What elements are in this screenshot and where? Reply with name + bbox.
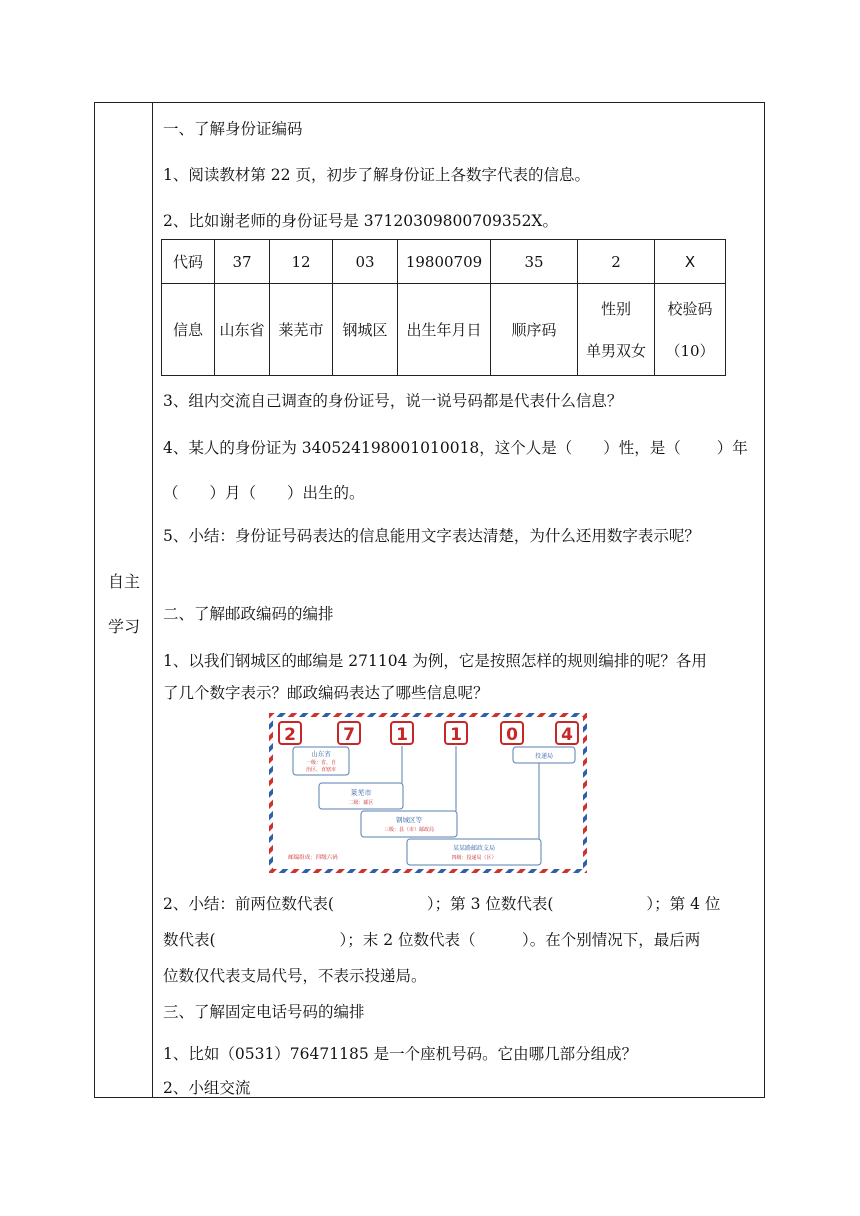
id-info-row (162, 284, 726, 376)
side-column (95, 103, 153, 1097)
side-label-1: 自主 (107, 572, 140, 591)
label-province: 山东省 (311, 750, 331, 758)
gender-cell (578, 284, 655, 376)
section2-title: 二、了解邮政编码的编排 (163, 605, 334, 623)
code-cell: 19800709 (398, 240, 491, 284)
label-city-sub: 二级：邮区 (348, 800, 374, 806)
label-branch: 某某路邮政支局 (452, 845, 496, 852)
code-cell: 12 (270, 240, 333, 284)
label-delivery: 投递局 (534, 753, 554, 760)
section2-q2-line3: 位数仅代表支局代号，不表示投递局。 (163, 967, 427, 985)
label-branch-sub: 四级：投递局（区） (451, 855, 497, 861)
code-cell: 35 (491, 240, 578, 284)
info-cell: 莱芜市 (270, 284, 333, 376)
check-value: （10） (665, 341, 715, 360)
label-city: 莱芜市 (350, 789, 372, 797)
gender-label: 性别 (600, 299, 631, 318)
info-header: 信息 (162, 284, 215, 376)
section3-q2: 2、小组交流 (163, 1079, 251, 1097)
info-cell: 山东省 (215, 284, 270, 376)
section2-q1-line1: 1、以我们钢城区的邮编是 271104 为例，它是按照怎样的规则编排的呢？各用 (163, 652, 707, 670)
worksheet-table (94, 102, 765, 1098)
digit: 1 (396, 725, 408, 745)
code-cell: 37 (215, 240, 270, 284)
code-cell: X (655, 240, 726, 284)
code-header: 代码 (162, 240, 215, 284)
info-cell: 出生年月日 (398, 284, 491, 376)
section2-q1-line2: 了几个数字表示？邮政编码表达了哪些信息呢？ (163, 684, 489, 702)
section2-q2-line2: 数代表( ）；末 2 位数代表（ ）。在个别情况下，最后两 (163, 931, 701, 949)
digit: 0 (506, 725, 518, 745)
label-province-sub2: 治区、直辖市 (305, 767, 337, 773)
digit: 1 (450, 725, 462, 745)
section1-q3: 3、组内交流自己调查的身份证号，说一说号码都是代表什么信息？ (163, 392, 623, 410)
envelope-footer: 邮编组成：四级六码 (288, 855, 338, 861)
info-cell: 顺序码 (491, 284, 578, 376)
label-district: 钢城区等 (396, 816, 422, 824)
section1-q4-line1: 4、某人的身份证为 340524198001010018，这个人是（ ）性，是（ ）年 (163, 439, 748, 457)
id-code-row (162, 240, 726, 284)
section1-title: 一、了解身份证编码 (163, 120, 303, 138)
label-district-sub: 三级：县（市）邮政局 (383, 827, 435, 833)
check-cell (655, 284, 726, 376)
check-label: 校验码 (667, 299, 713, 318)
section3-q1: 1、比如（0531）76471185 是一个座机号码。它由哪几部分组成？ (163, 1045, 638, 1063)
info-cell: 钢城区 (333, 284, 398, 376)
section2-q2-line1: 2、小结：前两位数代表( ）；第 3 位数代表( ）；第 4 位 (163, 895, 721, 913)
digit: 7 (343, 725, 355, 745)
label-province-sub: 一级：省、自 (305, 760, 337, 766)
section1-q1: 1、阅读教材第 22 页，初步了解身份证上各数字代表的信息。 (163, 166, 590, 184)
content-column (153, 103, 764, 1097)
code-cell: 03 (333, 240, 398, 284)
gender-rule: 单男双女 (585, 341, 646, 360)
side-label-2: 学习 (107, 617, 140, 636)
postcode-envelope-figure (269, 713, 587, 873)
digit: 2 (284, 725, 296, 745)
section1-q2: 2、比如谢老师的身份证号是 37120309800709352X。 (163, 212, 558, 230)
id-code-table (161, 239, 726, 376)
digit: 4 (561, 725, 573, 745)
section1-q5: 5、小结：身份证号码表达的信息能用文字表达清楚，为什么还用数字表示呢？ (163, 527, 700, 545)
code-cell: 2 (578, 240, 655, 284)
section1-q4-line2: （ ）月（ ）出生的。 (163, 484, 365, 502)
section3-title: 三、了解固定电话号码的编排 (163, 1003, 365, 1021)
